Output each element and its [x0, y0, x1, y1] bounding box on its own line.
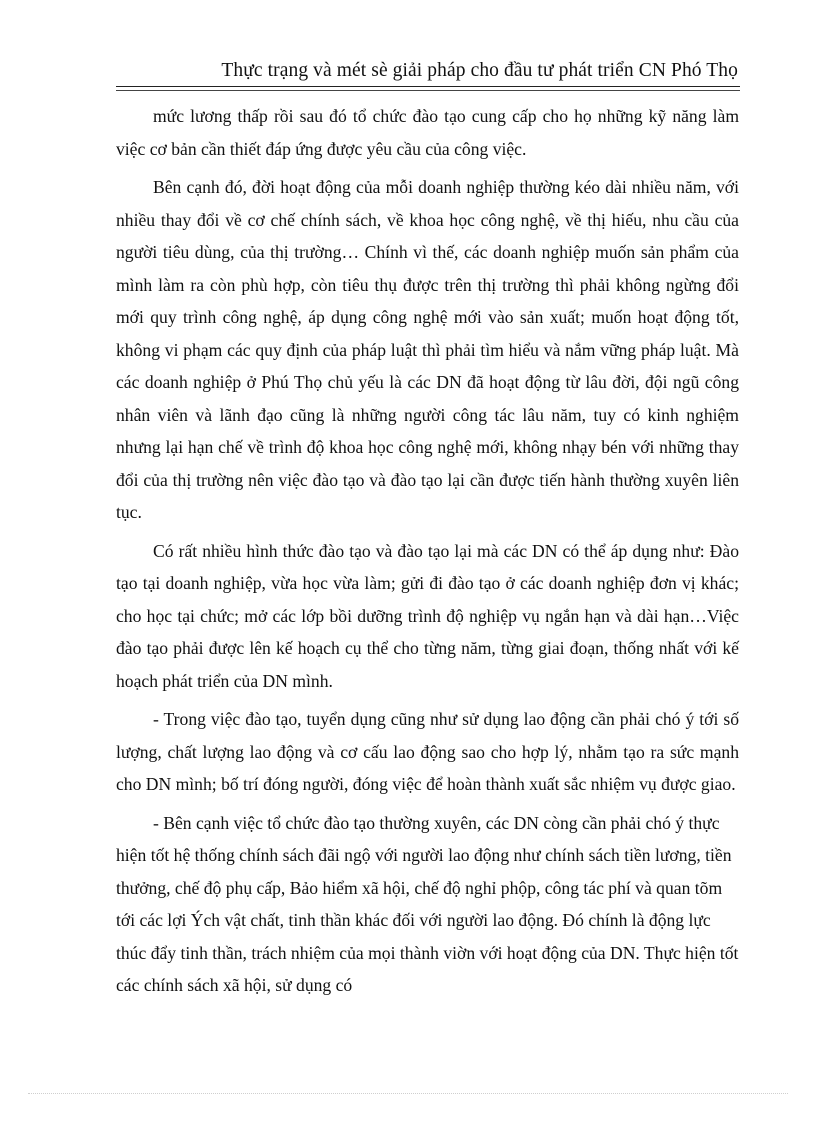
page-header — [116, 58, 740, 84]
paragraph-recruitment-bullet: - Trong việc đào tạo, tuyển dụng cũng như sử dụng lao động cần phải chó ý tới số lượng, chất lượng lao động và cơ cấu lao động sao cho hợp lý, nhằm tạo ra sức mạnh cho DN mình; bố trí đóng người, đóng việc để hoàn thành xuất sắc nhiệm vụ được giao. — [116, 709, 739, 794]
paragraph-policy-bullet: - Bên cạnh việc tổ chức đào tạo thường xuyên, các DN còng cần phải chó ý thực hiện tốt hệ thống chính sách đãi ngộ với người lao động như chính sách tiền lương, tiền thưởng, chế độ phụ cấp, Bảo hiểm xã hội, chế độ nghỉ phộp, công tác phí và quan tõm tới các lợi Ých vật chất, tinh thần khác đối với người lao động. Đó chính là động lực thúc đẩy tinh thần, trách nhiệm của mọi thành viờn với hoạt động của DN. Thực hiện tốt các chính sách xã hội, sử dụng có — [116, 812, 739, 995]
paragraph-business-lifespan: Bên cạnh đó, đời hoạt động của mỗi doanh nghiệp thường kéo dài nhiều năm, với nhiều thay đổi về cơ chế chính sách, về khoa học công nghệ, về thị hiếu, nhu cầu của người tiêu dùng, của thị trường… Chính vì thế, các doanh nghiệp muốn sản phẩm của mình làm ra còn phù hợp, còn tiêu thụ được trên thị trường thì phải không ngừng đổi mới quy trình công nghệ, áp dụng công nghệ mới vào sản xuất; muốn hoạt động tốt, không vi phạm các quy định của pháp luật thì phải tìm hiểu và nắm vững pháp luật. Mà các doanh nghiệp ở Phú Thọ chủ yếu là các DN đã hoạt động từ lâu đời, đội ngũ công nhân viên và lãnh đạo cũng là những người công tác lâu năm, tuy có kinh nghiệm nhưng lại hạn chế về trình độ khoa học công nghệ mới, không nhạy bén với những thay đổi của thị trường nên việc đào tạo và đào tạo lại cần được tiến hành thường xuyên liên tục. — [116, 177, 739, 522]
header-rule-thin — [116, 90, 740, 91]
page-bottom-dotted-rule — [28, 1093, 788, 1094]
paragraph-training-forms: Có rất nhiều hình thức đào tạo và đào tạo lại mà các DN có thể áp dụng như: Đào tạo tại doanh nghiệp, vừa học vừa làm; gửi đi đào tạo ở các doanh nghiệp đơn vị khác; cho học tại chức; mở các lớp bồi dưỡng trình độ nghiệp vụ ngắn hạn và dài hạn…Việc đào tạo phải được lên kế hoạch cụ thể cho từng năm, từng giai đoạn, thống nhất với kế hoạch phát triển của DN mình. — [116, 540, 739, 691]
paragraph-continuation: mức lương thấp rồi sau đó tổ chức đào tạo cung cấp cho họ những kỹ năng làm việc cơ bản cần thiết đáp ứng được yêu cầu của công việc. — [116, 106, 739, 159]
header-rule-thick — [116, 86, 740, 87]
body-text — [116, 100, 739, 1008]
header-title: Thực trạng và mét sè giải pháp cho đầu tư phát triển CN Phó Thọ — [221, 60, 738, 81]
